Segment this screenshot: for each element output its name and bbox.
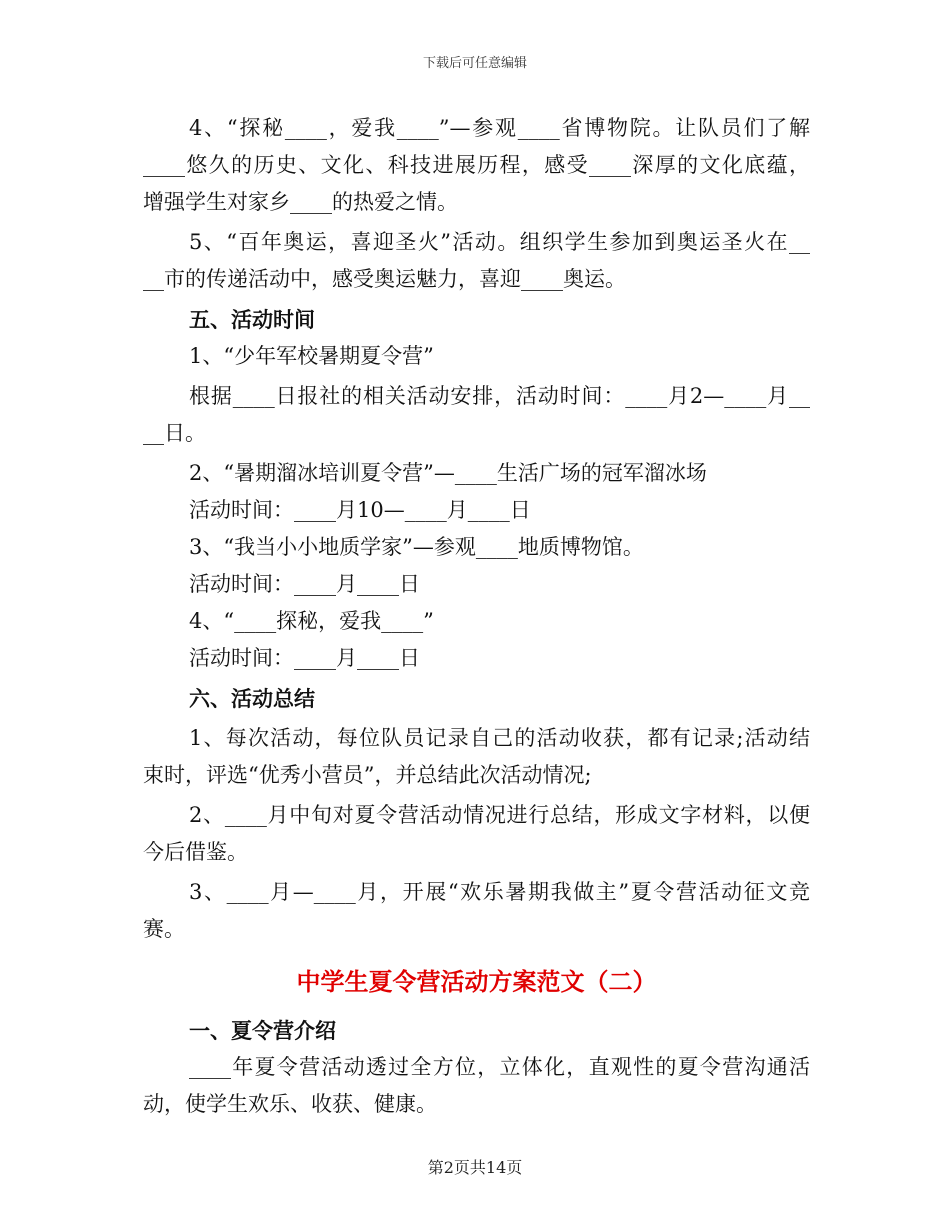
- text-line: 今后借鉴。: [143, 840, 248, 864]
- text-line: 3、“我当小小地质学家”—参观____地质博物馆。: [189, 535, 644, 559]
- text-line: 1、“少年军校暑期夏令营”: [189, 344, 434, 368]
- text-line: __市的传递活动中，感受奥运魅力，喜迎____奥运。: [143, 267, 626, 291]
- text-line: 束时，评选“优秀小营员”，并总结此次活动情况;: [143, 763, 592, 787]
- text-line: ____年夏令营活动透过全方位，立体化，直观性的夏令营沟通活: [189, 1055, 810, 1079]
- paragraph-summary-1: [143, 720, 810, 794]
- text-line: 2、“暑期溜冰培训夏令营”—____生活广场的冠军溜冰场: [189, 461, 707, 485]
- text-line: 1、每次活动，每位队员记录自己的活动收获，都有记录;活动结: [189, 726, 810, 750]
- page-header: 下载后可任意编辑: [422, 56, 527, 71]
- text-line: 活动时间：____月____日: [189, 646, 420, 670]
- document-body: [143, 110, 810, 1123]
- text-line: 活动时间：____月10—____月____日: [189, 498, 531, 522]
- text-line: 增强学生对家乡____的热爱之情。: [143, 190, 458, 214]
- paragraph-intro: [143, 1049, 810, 1123]
- text-line: 活动时间：____月____日: [189, 572, 420, 596]
- section-heading-intro: 一、夏令营介绍: [189, 1018, 336, 1043]
- section-heading-activity-summary: 六、活动总结: [189, 686, 315, 711]
- document-title: 中学生夏令营活动方案范文（二）: [296, 967, 657, 996]
- page-footer: 第2页共14页: [427, 1158, 523, 1177]
- paragraph-item-4: [143, 110, 810, 221]
- paragraph-summary-3: [143, 874, 810, 948]
- text-line: 4、“探秘____，爱我____”—参观____省博物院。让队员们了解: [189, 116, 810, 140]
- text-line: 2、____月中旬对夏令营活动情况进行总结，形成文字材料，以便: [189, 803, 810, 827]
- paragraph-schedule-1: [143, 378, 810, 452]
- text-line: 4、“____探秘，爱我____”: [189, 609, 434, 633]
- text-line: 3、____月—____月，开展“欢乐暑期我做主”夏令营活动征文竞: [189, 880, 810, 904]
- text-line: 动，使学生欢乐、收获、健康。: [143, 1092, 437, 1116]
- text-line: ____悠久的历史、文化、科技进展历程，感受____深厚的文化底蕴，: [143, 153, 810, 177]
- text-line: 根据____日报社的相关活动安排，活动时间：____月2—____月__: [189, 384, 810, 408]
- section-heading-activity-time: 五、活动时间: [189, 307, 315, 332]
- text-line: __日。: [143, 421, 206, 445]
- paragraph-item-5: [143, 224, 810, 298]
- text-line: 5、“百年奥运，喜迎圣火”活动。组织学生参加到奥运圣火在__: [189, 230, 810, 254]
- text-line: 赛。: [143, 917, 185, 941]
- paragraph-summary-2: [143, 797, 810, 871]
